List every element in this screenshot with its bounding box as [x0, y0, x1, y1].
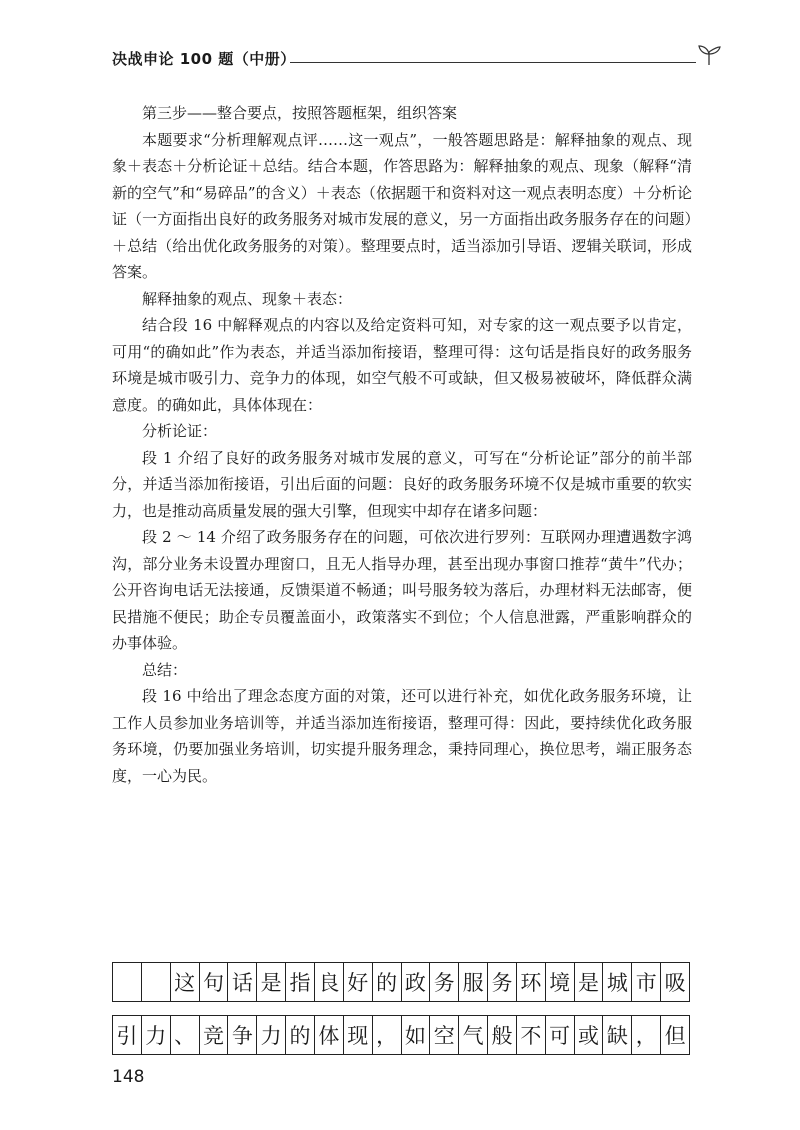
grid-cell: 或 [575, 1016, 604, 1054]
body-text [112, 100, 692, 789]
grid-cell: 吸 [661, 963, 690, 1001]
grid-cell: 、 [171, 1016, 200, 1054]
grid-cell: 话 [228, 963, 257, 1001]
paragraph-framework: 本题要求“分析理解观点评……这一观点”，一般答题思路是：解释抽象的观点、现象＋表态＋分析论证＋总结。结合本题，作答思路为：解释抽象的观点、现象（解释“清新的空气”和“易碎品”的含义）＋表态（依据题干和资料对这一观点表明态度）＋分析论证（一方面指出良好的政务服务对城市发展的意义，另一方面指出政务服务存在的问题）＋总结（给出优化政务服务的对策）。整理要点时，适当添加引导语、逻辑关联词，形成答案。 [112, 130, 692, 281]
grid-cell: 般 [488, 1016, 517, 1054]
header-rule [290, 62, 696, 63]
grid-cell: 是 [257, 963, 286, 1001]
sprout-icon [696, 44, 722, 66]
grid-cell: 的 [286, 1016, 315, 1054]
grid-cell: ， [632, 1016, 661, 1054]
grid-cell: 句 [200, 963, 229, 1001]
grid-cell: 竞 [200, 1016, 229, 1054]
grid-cell [113, 963, 142, 1001]
page-number: 148 [112, 1067, 145, 1087]
grid-cell: 的 [373, 963, 402, 1001]
grid-cell: 气 [459, 1016, 488, 1054]
grid-cell: 可 [546, 1016, 575, 1054]
running-header [112, 44, 722, 72]
paragraph-analysis-2: 段 2 ～ 14 介绍了政务服务存在的问题，可依次进行罗列：互联网办理遭遇数字鸿沟，部分业务未设置办理窗口，且无人指导办理，甚至出现办事窗口推荐“黄牛”代办；公开咨询电话无法接通，反馈渠道不畅通；叫号服务较为落后，办理材料无法邮寄，便民措施不便民；助企专员覆盖面小，政策落实不到位；个人信息泄露，严重影响群众的办事体验。 [112, 528, 692, 652]
grid-cell: 环 [517, 963, 546, 1001]
grid-cell: 服 [459, 963, 488, 1001]
grid-cell: 这 [171, 963, 200, 1001]
grid-cell: 务 [488, 963, 517, 1001]
grid-cell: 境 [546, 963, 575, 1001]
step-heading: 第三步——整合要点，按照答题框架，组织答案 [142, 104, 458, 122]
grid-cell: ， [373, 1016, 402, 1054]
grid-cell [142, 963, 171, 1001]
grid-cell: 体 [315, 1016, 344, 1054]
grid-cell: 良 [315, 963, 344, 1001]
grid-cell: 城 [603, 963, 632, 1001]
section-label-summary: 总结： [142, 660, 188, 679]
grid-cell: 是 [575, 963, 604, 1001]
grid-cell: 现 [344, 1016, 373, 1054]
grid-cell: 好 [344, 963, 373, 1001]
grid-cell: 政 [402, 963, 431, 1001]
answer-grid-row-1 [112, 962, 690, 1002]
grid-cell: 空 [430, 1016, 459, 1054]
section-label-explain: 解释抽象的观点、现象＋表态： [142, 289, 353, 308]
grid-cell: 不 [517, 1016, 546, 1054]
paragraph-summary: 段 16 中给出了理念态度方面的对策，还可以进行补充，如优化政务服务环境，让工作人员参加业务培训等，并适当添加连衔接语，整理可得：因此，要持续优化政务服务环境，仍要加强业务培训，切实提升服务理念，秉持同理心，换位思考，端正服务态度，一心为民。 [112, 687, 692, 785]
paragraph-analysis-1: 段 1 介绍了良好的政务服务对城市发展的意义，可写在“分析论证”部分的前半部分，并适当添加衔接语，引出后面的问题：良好的政务服务环境不仅是城市重要的软实力，也是推动高质量发展的强大引擎，但现实中却存在诸多问题： [112, 448, 692, 520]
grid-cell: 务 [430, 963, 459, 1001]
grid-cell: 市 [632, 963, 661, 1001]
book-title: 决战申论 100 题（中册） [112, 50, 296, 68]
grid-cell: 缺 [603, 1016, 632, 1054]
grid-cell: 争 [228, 1016, 257, 1054]
grid-cell: 力 [142, 1016, 171, 1054]
grid-cell: 引 [113, 1016, 142, 1054]
grid-cell: 指 [286, 963, 315, 1001]
paragraph-explain: 结合段 16 中解释观点的内容以及给定资料可知，对专家的这一观点要予以肯定，可用“的确如此”作为表态，并适当添加衔接语，整理可得：这句话是指良好的政务服务环境是城市吸引力、竞争力的体现，如空气般不可或缺，但又极易被破坏，降低群众满意度。的确如此，具体体现在： [112, 316, 692, 414]
grid-cell: 如 [402, 1016, 431, 1054]
grid-cell: 力 [257, 1016, 286, 1054]
answer-grid-row-2 [112, 1015, 690, 1055]
grid-cell: 但 [661, 1016, 690, 1054]
section-label-analysis: 分析论证： [142, 422, 218, 440]
